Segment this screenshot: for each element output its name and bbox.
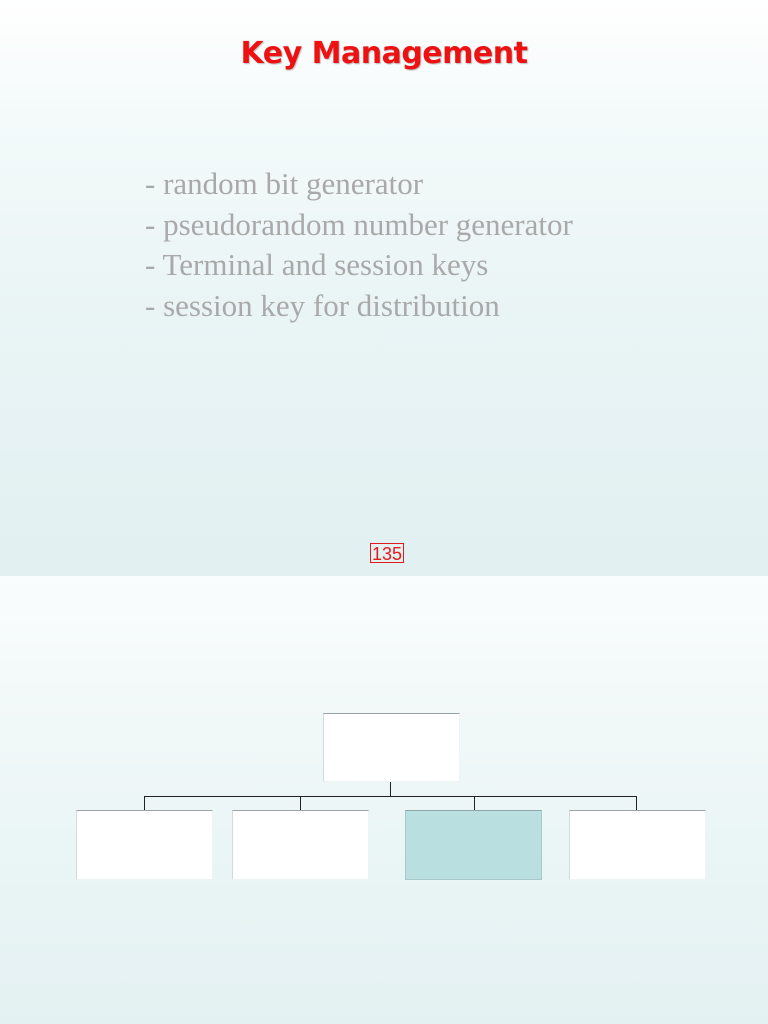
org-chart-child-box-4 (569, 810, 706, 880)
connector-child-stem-4 (636, 796, 637, 810)
connector-child-stem-1 (144, 796, 145, 810)
bullet-item: - random bit generator (145, 166, 424, 201)
slide-title: Key Management (240, 36, 528, 71)
page-number: 135 (372, 544, 403, 564)
connector-child-stem-3 (474, 796, 475, 810)
org-chart-child-box-2 (232, 810, 369, 880)
org-chart-child-box-1 (76, 810, 213, 880)
org-chart-child-box-3-highlighted (405, 810, 542, 880)
org-chart-root-box (323, 713, 460, 782)
connector-root-stem (390, 782, 391, 797)
connector-child-stem-2 (300, 796, 301, 810)
bullet-list (145, 164, 573, 326)
bullet-item: - Terminal and session keys (145, 247, 489, 282)
bullet-item: - session key for distribution (145, 287, 500, 323)
slide-org-chart (0, 576, 768, 1024)
bullet-item: - pseudorandom number generator (145, 206, 573, 242)
connector-horizontal-bar (144, 796, 637, 797)
